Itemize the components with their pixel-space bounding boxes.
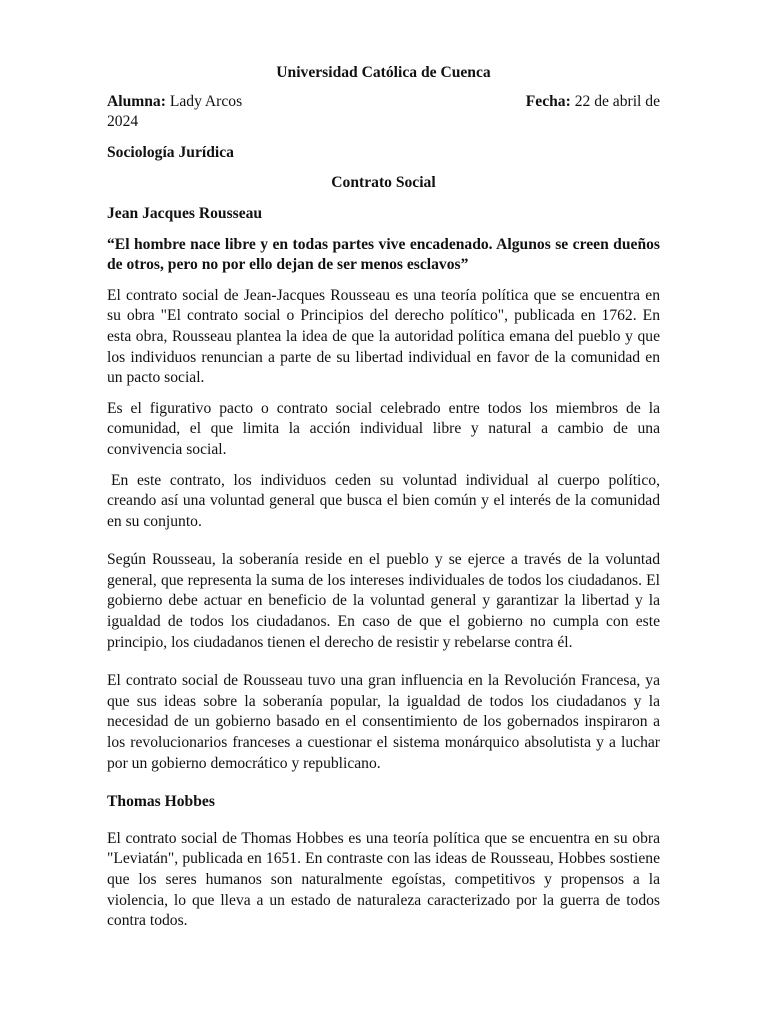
student-name: Lady Arcos [165, 92, 243, 110]
date-value: 22 de abril de [570, 92, 660, 110]
document-page [107, 63, 660, 942]
section-heading-rousseau: Jean Jacques Rousseau [107, 204, 263, 222]
date-year: 2024 [107, 113, 139, 131]
hobbes-paragraph: El contrato social de Thomas Hobbes es una teoría política que se encuentra en su obra "Leviatán", publicada en 1651. En contraste con las ideas de Rousseau, Hobbes sostiene que los seres humanos son naturalmente egoístas, competitivos y propensos a la violencia, lo que lleva a un estado de naturaleza caracterizado por la guerra de todos contra todos. [107, 829, 660, 930]
institution-title: Universidad Católica de Cuenca [276, 64, 491, 81]
rousseau-quote: “El hombre nace libre y en todas partes vive encadenado. Algunos se creen dueños de otros, pero no por ello dejan de ser menos esclavos” [107, 235, 660, 274]
paragraph-5: El contrato social de Rousseau tuvo una gran influencia en la Revolución Francesa, ya que sus ideas sobre la soberanía popular, la igualdad de todos los ciudadanos y la necesidad de un gobierno basado en el consentimiento de los gobernados inspiraron a los revolucionarios franceses a cuestionar el sistema monárquico absolutista y a luchar por un gobierno democrático y republicano. [107, 672, 660, 772]
paragraph-2: Es el figurativo pacto o contrato social celebrado entre todos los miembros de la comunidad, el que limita la acción individual libre y natural a cambio de una convivencia social. [107, 399, 660, 458]
subject-heading: Sociología Jurídica [107, 143, 234, 161]
paragraph-4: Según Rousseau, la soberanía reside en el pueblo y se ejerce a través de la voluntad general, que representa la suma de los intereses individuales de todos los ciudadanos. El gobierno debe actuar en beneficio de la voluntad general y garantizar la libertad y la igualdad de todos los ciudadanos. En caso de que el gobierno no cumpla con este principio, los ciudadanos tienen el derecho de resistir y rebelarse contra él. [107, 551, 660, 651]
section-heading-hobbes: Thomas Hobbes [107, 793, 215, 811]
student-label: Alumna: [107, 92, 166, 110]
paragraph-3: En este contrato, los individuos ceden su voluntad individual al cuerpo político, creando así una voluntad general que busca el bien común y el interés de la comunidad en su conjunto. [107, 471, 660, 530]
date-info [526, 92, 660, 113]
document-title: Contrato Social [331, 174, 436, 192]
paragraph-1: El contrato social de Jean-Jacques Rousseau es una teoría política que se encuentra en su obra "El contrato social o Principios del derecho político", publicada en 1762. En esta obra, Rousseau plantea la idea de que la autoridad política emana del pueblo y que los individuos renuncian a parte de su libertad individual en favor de la comunidad en un pacto social. [107, 286, 660, 387]
student-info [107, 92, 242, 113]
student-date-row [107, 92, 660, 113]
date-label: Fecha: [525, 92, 571, 110]
